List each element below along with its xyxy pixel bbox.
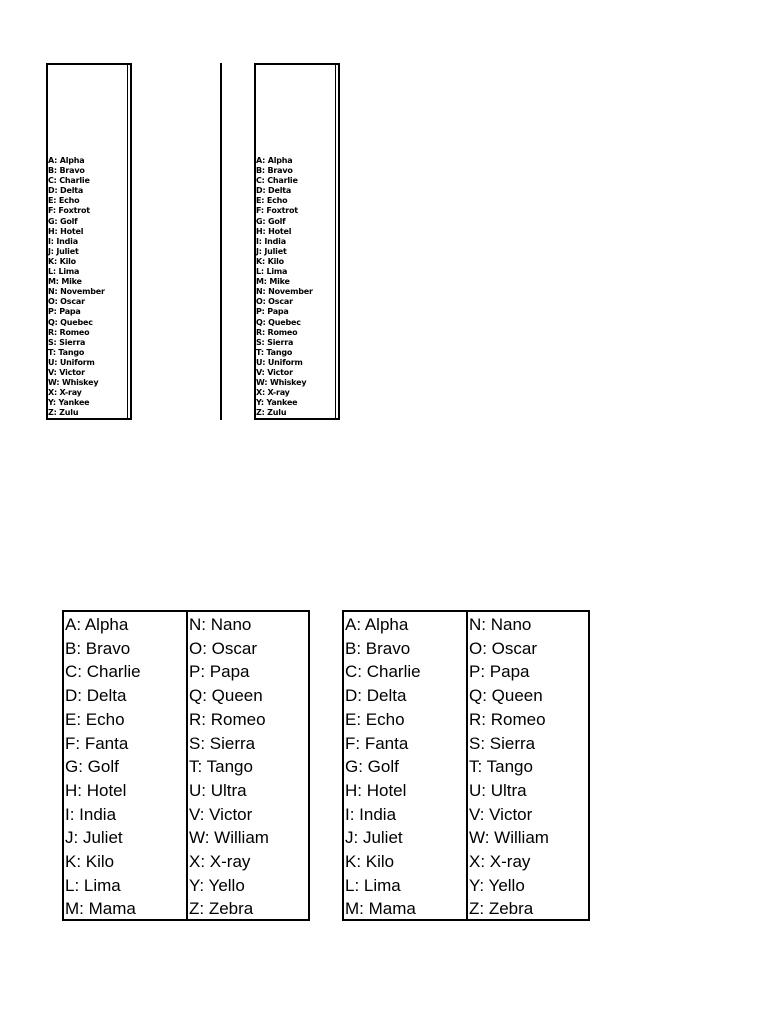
table-cell: Z: Zebra — [189, 899, 254, 919]
nato-alphabet-list — [48, 156, 105, 418]
list-item: S: Sierra — [48, 337, 86, 347]
table-cell: M: Mama — [65, 899, 136, 919]
list-item: P: Papa — [48, 307, 81, 317]
table-cell: E: Echo — [345, 709, 405, 729]
table-cell: P: Papa — [469, 662, 530, 682]
list-item: P: Papa — [256, 307, 289, 317]
table-cell: I: India — [65, 804, 117, 824]
list-item: M: Mike — [256, 277, 290, 287]
table-cell: U: Ultra — [469, 780, 527, 800]
table-cell: G: Golf — [345, 757, 399, 777]
table-cell: C: Charlie — [65, 662, 141, 682]
table-cell: M: Mama — [345, 899, 416, 919]
list-item: Z: Zulu — [256, 408, 287, 418]
table-cell: F: Fanta — [65, 733, 129, 753]
list-item: B: Bravo — [48, 166, 85, 176]
list-item: J: Juliet — [256, 246, 287, 256]
vertical-separator — [220, 63, 222, 420]
table-cell: T: Tango — [469, 757, 533, 777]
list-item: K: Kilo — [48, 256, 76, 266]
list-item: H: Hotel — [256, 226, 292, 236]
list-item: V: Victor — [48, 367, 85, 377]
table-cell: O: Oscar — [469, 638, 538, 658]
list-item: Q: Quebec — [48, 317, 93, 327]
list-item: U: Uniform — [256, 357, 303, 367]
list-item: M: Mike — [48, 277, 82, 287]
table-column-a-m — [64, 612, 188, 919]
table-cell: F: Fanta — [345, 733, 409, 753]
list-item: S: Sierra — [256, 337, 294, 347]
table-cell: E: Echo — [65, 709, 125, 729]
nato-alphabet-box-right — [254, 63, 340, 420]
table-cell: B: Bravo — [345, 638, 411, 658]
table-cell: Q: Queen — [469, 686, 543, 706]
list-item: W: Whiskey — [256, 378, 307, 388]
table-cell: X: X-ray — [189, 852, 251, 872]
table-cell: D: Delta — [65, 686, 127, 706]
list-item: A: Alpha — [256, 156, 293, 165]
list-item: X: X-ray — [256, 388, 290, 398]
list-item: N: November — [256, 287, 313, 297]
table-cell: S: Sierra — [189, 733, 256, 753]
table-column-n-z — [188, 612, 308, 919]
list-item: Q: Quebec — [256, 317, 301, 327]
table-cell: L: Lima — [345, 875, 401, 895]
table-cell: A: Alpha — [345, 615, 409, 634]
list-item: Z: Zulu — [48, 408, 79, 418]
table-cell: T: Tango — [189, 757, 253, 777]
list-item: X: X-ray — [48, 388, 82, 398]
table-cell: V: Victor — [469, 804, 533, 824]
table-cell: D: Delta — [345, 686, 407, 706]
list-item: G: Golf — [48, 216, 78, 226]
table-cell: W: William — [189, 828, 269, 848]
table-cell: O: Oscar — [189, 638, 258, 658]
table-cell: J: Juliet — [345, 828, 403, 848]
table-cell: A: Alpha — [65, 615, 129, 634]
table-cell: N: Nano — [189, 615, 252, 634]
nato-alphabet-box-left — [46, 63, 132, 420]
table-cell: K: Kilo — [65, 852, 115, 872]
table-cell: C: Charlie — [345, 662, 421, 682]
table-cell: H: Hotel — [345, 780, 407, 800]
list-item: A: Alpha — [48, 156, 85, 165]
table-cell: X: X-ray — [469, 852, 531, 872]
list-item: Y: Yankee — [48, 398, 90, 408]
list-item: O: Oscar — [256, 297, 293, 307]
list-item: J: Juliet — [48, 246, 79, 256]
list-item: R: Romeo — [48, 327, 90, 337]
table-cell: Z: Zebra — [469, 899, 534, 919]
list-item: C: Charlie — [256, 176, 298, 186]
list-item: F: Foxtrot — [256, 206, 298, 216]
list-item: I: India — [48, 236, 78, 246]
table-cell: R: Romeo — [469, 709, 546, 729]
table-cell: I: India — [345, 804, 397, 824]
nato-alphabet-list — [256, 156, 313, 418]
table-cell: Q: Queen — [189, 686, 263, 706]
list-item: Y: Yankee — [256, 398, 298, 408]
list-item: O: Oscar — [48, 297, 85, 307]
table-cell: L: Lima — [65, 875, 121, 895]
table-cell: W: William — [469, 828, 549, 848]
list-item: T: Tango — [256, 347, 293, 357]
list-item: K: Kilo — [256, 256, 284, 266]
table-cell: B: Bravo — [65, 638, 131, 658]
list-item: R: Romeo — [256, 327, 298, 337]
list-item: G: Golf — [256, 216, 286, 226]
list-item: F: Foxtrot — [48, 206, 90, 216]
list-item: I: India — [256, 236, 286, 246]
table-cell: G: Golf — [65, 757, 119, 777]
table-cell: Y: Yello — [189, 875, 245, 895]
list-item: H: Hotel — [48, 226, 84, 236]
table-cell: V: Victor — [189, 804, 253, 824]
table-cell: H: Hotel — [65, 780, 127, 800]
list-item: V: Victor — [256, 367, 293, 377]
table-column-n-z — [468, 612, 588, 919]
table-cell: P: Papa — [189, 662, 250, 682]
table-cell: U: Ultra — [189, 780, 247, 800]
table-cell: K: Kilo — [345, 852, 395, 872]
table-column-a-m — [344, 612, 468, 919]
list-item: L: Lima — [48, 267, 80, 277]
table-cell: J: Juliet — [65, 828, 123, 848]
list-item: T: Tango — [48, 347, 85, 357]
table-cell: N: Nano — [469, 615, 532, 634]
alphabet-table-right — [342, 610, 590, 921]
list-item: E: Echo — [48, 196, 80, 206]
list-item: E: Echo — [256, 196, 288, 206]
list-item: N: November — [48, 287, 105, 297]
table-cell: R: Romeo — [189, 709, 266, 729]
alphabet-table-left — [62, 610, 310, 921]
list-item: D: Delta — [48, 186, 84, 196]
list-item: D: Delta — [256, 186, 292, 196]
list-item: L: Lima — [256, 267, 288, 277]
list-item: U: Uniform — [48, 357, 95, 367]
list-item: C: Charlie — [48, 176, 90, 186]
list-item: B: Bravo — [256, 166, 293, 176]
table-cell: S: Sierra — [469, 733, 536, 753]
table-cell: Y: Yello — [469, 875, 525, 895]
list-item: W: Whiskey — [48, 378, 99, 388]
